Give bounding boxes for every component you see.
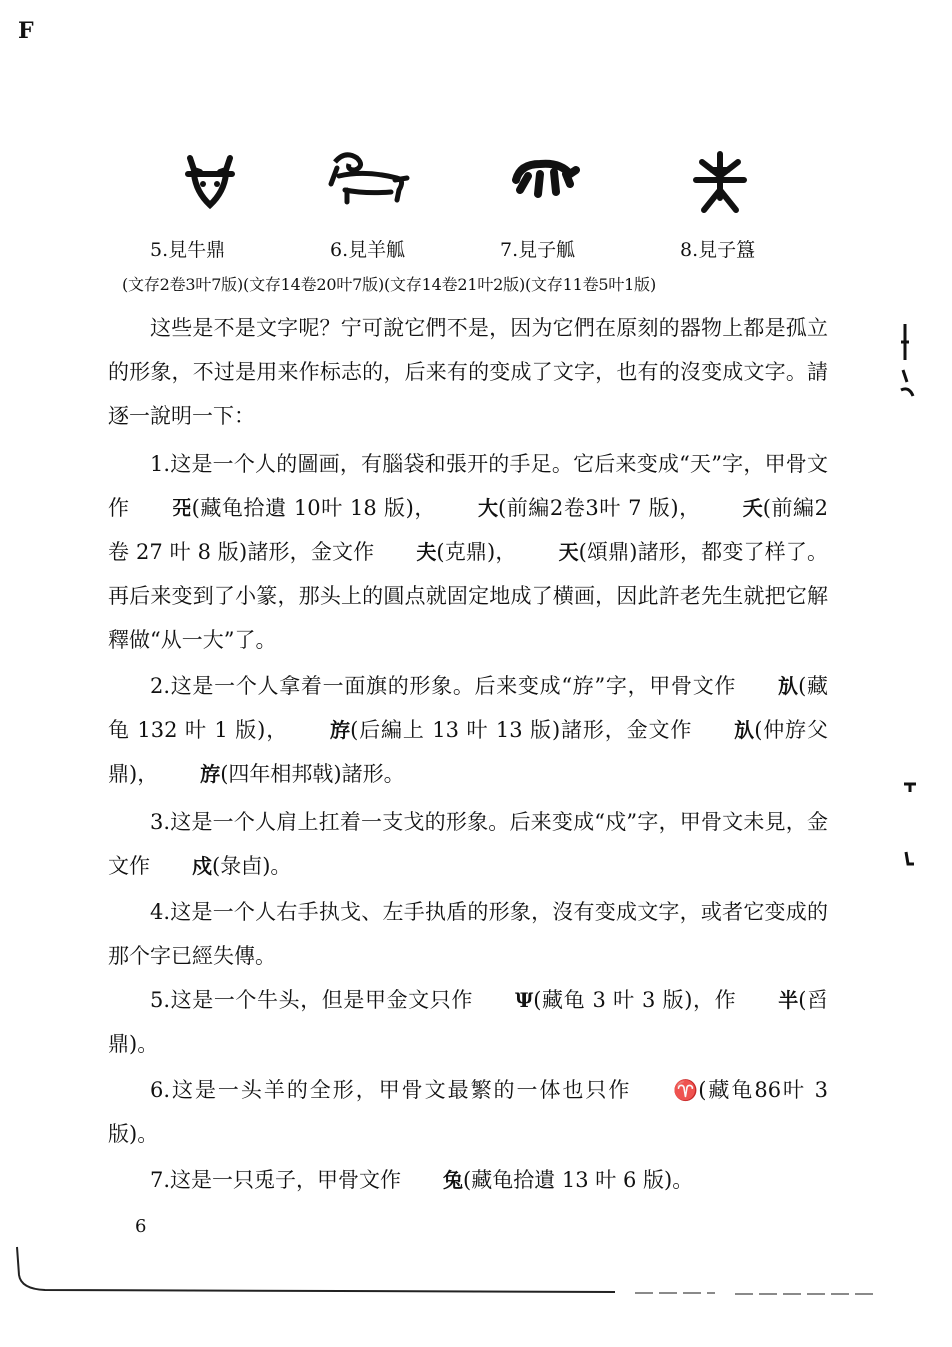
caption-5: 5.見牛鼎	[150, 239, 226, 261]
p1-text-c: (前編2卷3叶 7 版)，	[497, 496, 701, 520]
p3-text-b: (彔卣)。	[212, 854, 292, 878]
tian-oracle-glyph-2: 大	[477, 496, 498, 520]
p1-text-b: (藏龟拾遺 10叶 18 版)，	[191, 496, 436, 520]
paragraph-1	[108, 442, 828, 662]
paragraph-3	[108, 800, 828, 888]
you-oracle-glyph-2: 斿	[330, 718, 351, 742]
tian-oracle-glyph-1: 𠀘	[171, 496, 192, 520]
shu-bronze-glyph: 戍	[192, 854, 212, 878]
margin-mark-top	[895, 320, 919, 410]
p7-text-b: (藏龟拾遺 13 叶 6 版)。	[463, 1168, 694, 1192]
caption-8: 8.見子簋	[680, 239, 756, 261]
p1-text-d: (前編2卷 27 叶 8 版)諸形，金文作	[108, 496, 828, 564]
caption-6: 6.見羊觚	[330, 239, 406, 261]
tian-oracle-glyph-3: 夭	[742, 496, 763, 520]
corner-mark: F	[18, 18, 34, 44]
you-oracle-glyph-1: 㫃	[778, 674, 799, 698]
paragraph-2	[108, 664, 828, 796]
tian-bronze-glyph-1: 夫	[416, 540, 437, 564]
p5-text-b: (藏龟 3 叶 3 版)，作	[533, 988, 737, 1012]
paragraph-5	[108, 978, 828, 1066]
p2-text-e: (四年相邦戟)諸形。	[220, 762, 405, 786]
figure-captions	[0, 235, 952, 265]
paragraph-4: 4.这是一个人右手执戈、左手执盾的形象，沒有变成文字，或者它变成的那个字已經失傳。	[108, 900, 828, 968]
p1-text-a: 1.这是一个人的圖画，有腦袋和張开的手足。它后来变成“天”字，甲骨文作	[108, 452, 828, 520]
paragraph-6	[108, 1068, 828, 1156]
p2-text-c: (后編上 13 叶 13 版)諸形，金文作	[350, 718, 693, 742]
caption-7: 7.見子觚	[500, 239, 576, 261]
margin-mark-bottom	[900, 780, 920, 870]
p6-text-b: (藏龟86叶 3 版)。	[108, 1078, 828, 1146]
sheep-oracle-glyph: ♈	[673, 1078, 699, 1102]
you-bronze-glyph-2: 斿	[200, 762, 221, 786]
ox-bronze-glyph: 半	[778, 988, 799, 1012]
sheep-figure	[325, 150, 410, 212]
paragraph-7	[108, 1158, 828, 1202]
p7-text-a: 7.这是一只兎子，甲骨文作	[150, 1168, 402, 1192]
p2-text-d: (仲斿父鼎)，	[108, 718, 828, 786]
ox-oracle-glyph: Ψ	[514, 988, 534, 1012]
you-bronze-glyph-1: 㫃	[734, 718, 755, 742]
p1-text-e: (克鼎)，	[436, 540, 517, 564]
p2-text-a: 2.这是一个人拿着一面旗的形象。后来变成“斿”字，甲骨文作	[150, 674, 737, 698]
rabbit-oracle-glyph: 兔	[443, 1168, 464, 1192]
creature-figure	[690, 150, 750, 215]
p2-text-b: (藏龟 132 叶 1 版)，	[108, 674, 828, 742]
p5-text-a: 5.这是一个牛头，但是甲金文只作	[150, 988, 473, 1012]
tian-bronze-glyph-2: 天	[558, 540, 579, 564]
paragraph-intro: 这些是不是文字呢？宁可說它們不是，因为它們在原刻的器物上都是孤立的形象，不过是用来作标志的，后来有的变成了文字，也有的沒变成文字。請逐一說明一下：	[108, 316, 828, 428]
p3-text-a: 3.这是一个人肩上扛着一支戈的形象。后来变成“戍”字，甲骨文未見，金文作	[108, 810, 828, 878]
rabbit-figure	[510, 150, 580, 200]
page-edge-line	[15, 1245, 885, 1305]
p6-text-a: 6.这是一头羊的全形，甲骨文最繁的一体也只作	[150, 1078, 632, 1102]
ox-head-figure	[180, 150, 240, 210]
p5-text-c: (舀鼎)。	[108, 988, 828, 1056]
p1-text-f: (頌鼎)諸形，都变了样了。再后来变到了小篆，那头上的圓点就固定地成了横画，因此許老先生就把它解釋做“从一大”了。	[108, 540, 828, 652]
page-number: 6	[135, 1216, 147, 1237]
figure-row	[0, 150, 952, 230]
figure-sources: (文存2卷3叶7版)(文存14卷20叶7版)(文存14卷21叶2版)(文存11卷5叶1版)	[122, 275, 656, 294]
